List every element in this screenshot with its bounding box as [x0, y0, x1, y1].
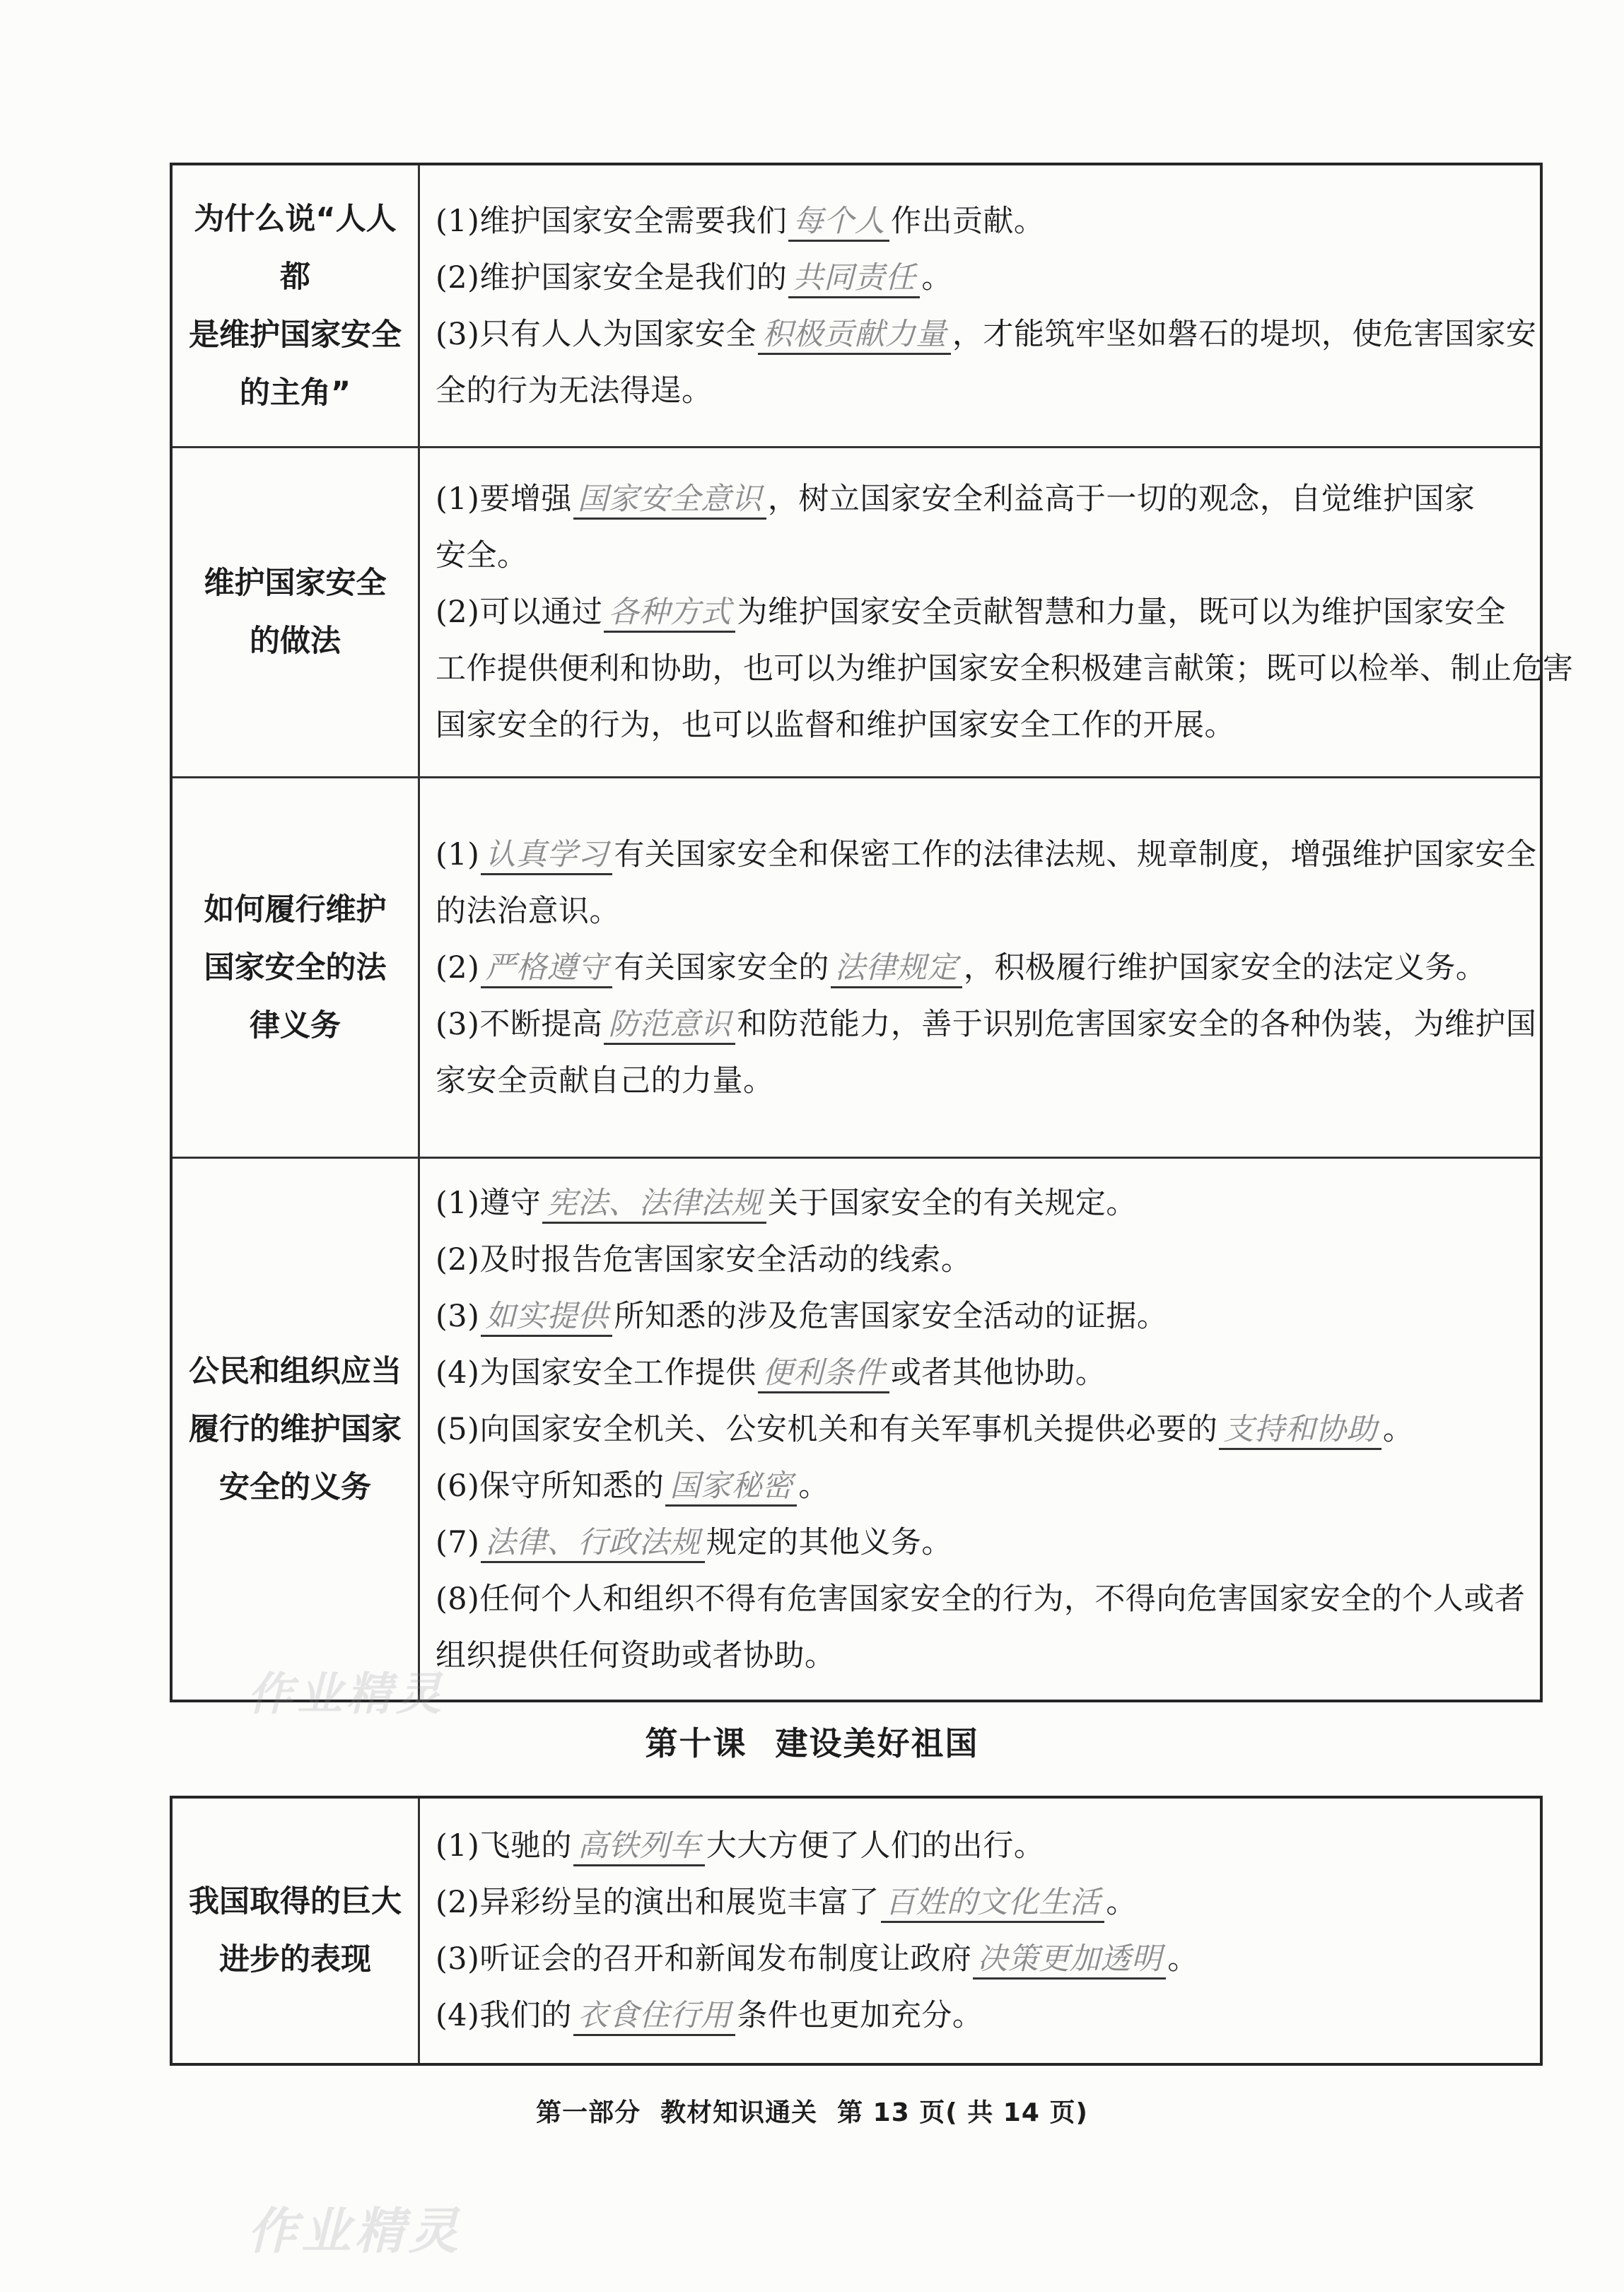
text-segment: 有关国家安全的 — [614, 949, 829, 986]
text-segment: (2)及时报告危害国家安全活动的线索。 — [436, 1241, 972, 1277]
text-segment: 。 — [921, 259, 952, 296]
text-segment: (1)维护国家安全需要我们 — [436, 203, 788, 239]
topic-line: 为什么说“人人都 — [194, 201, 397, 295]
text-segment: ，才能筑牢坚如磐石的堤坝，使危害国家安 — [952, 316, 1537, 352]
text-segment: (3)听证会的召开和新闻发布制度让政府 — [436, 1941, 972, 1977]
answer-blank: 如实提供 — [481, 1298, 612, 1337]
text-segment: (2)维护国家安全是我们的 — [436, 259, 788, 296]
answer-blank: 便利条件 — [758, 1355, 889, 1393]
topic-line: 公民和组织应当 — [189, 1353, 402, 1389]
topic-line: 国家安全的法 — [204, 949, 387, 986]
content-line — [436, 996, 1536, 1053]
table-row — [173, 448, 1574, 778]
text-segment: 作出贡献。 — [890, 203, 1045, 239]
topic-cell — [173, 448, 420, 776]
answer-blank: 法律、行政法规 — [481, 1524, 705, 1563]
watermark-bottom: 作业精灵 — [247, 2202, 462, 2260]
content-line — [436, 584, 1574, 641]
text-segment: 全的行为无法得逞。 — [436, 373, 713, 409]
content-line — [436, 826, 1536, 883]
answer-blank: 国家秘密 — [665, 1468, 797, 1507]
answer-blank: 严格遵守 — [481, 949, 612, 988]
topic-line: 的主角” — [239, 375, 351, 411]
topic-line: 维护国家安全 — [204, 566, 387, 601]
topic-line: 的做法 — [250, 624, 341, 659]
content-line — [436, 1571, 1527, 1627]
content-line — [436, 940, 1536, 996]
table-row — [173, 1159, 1540, 1700]
content-line — [436, 1288, 1527, 1345]
content-line — [436, 1874, 1527, 1931]
text-segment: 为维护国家安全贡献智慧和力量，既可以为维护国家安全 — [737, 595, 1506, 630]
text-segment: 或者其他协助。 — [890, 1355, 1106, 1391]
text-segment: 国家安全的行为，也可以监督和维护国家安全工作的开展。 — [436, 708, 1235, 743]
answer-blank: 法律规定 — [831, 949, 962, 988]
footer-section: 教材知识通关 — [660, 2098, 818, 2127]
content-cell — [420, 1799, 1540, 2063]
topic-line: 安全的义务 — [219, 1469, 371, 1505]
answer-blank: 支持和协助 — [1219, 1411, 1381, 1450]
text-segment: (3) — [436, 1298, 480, 1334]
footer-part: 第一部分 — [536, 2098, 641, 2127]
lesson-name: 建设美好祖国 — [775, 1724, 979, 1762]
content-line — [436, 1458, 1527, 1514]
topic-line: 是维护国家安全 — [189, 317, 402, 353]
text-segment: (1) — [436, 836, 480, 872]
text-segment: 安全。 — [436, 538, 528, 573]
answer-blank: 国家安全意识 — [573, 481, 766, 520]
text-segment: (5)向国家安全机关、公安机关和有关军事机关提供必要的 — [436, 1411, 1218, 1447]
content-cell — [420, 778, 1549, 1157]
text-segment: 。 — [1167, 1941, 1198, 1977]
text-segment: (1)遵守 — [436, 1185, 542, 1221]
content-line — [436, 883, 1536, 940]
topic-line: 进步的表现 — [219, 1942, 371, 1977]
topic-cell — [173, 165, 420, 446]
content-line — [436, 641, 1574, 697]
knowledge-table-lesson10 — [170, 1796, 1543, 2066]
text-segment: 。 — [1106, 1885, 1137, 1920]
answer-blank: 各种方式 — [604, 594, 735, 633]
text-segment: 家安全贡献自己的力量。 — [436, 1063, 774, 1099]
topic-line: 我国取得的巨大 — [189, 1884, 402, 1919]
page-footer — [0, 2093, 1624, 2129]
text-segment: (6)保守所知悉的 — [436, 1468, 665, 1504]
text-segment: (1)要增强 — [436, 481, 572, 517]
content-line — [436, 1818, 1527, 1874]
topic-line: 律义务 — [250, 1007, 341, 1043]
content-line — [436, 527, 1574, 584]
text-segment: 规定的其他义务。 — [706, 1524, 952, 1560]
text-segment: 所知悉的涉及危害国家安全活动的证据。 — [614, 1298, 1168, 1334]
answer-blank: 认真学习 — [481, 836, 612, 875]
table-row — [173, 165, 1540, 448]
content-line — [436, 1987, 1527, 2044]
content-line — [436, 1401, 1527, 1458]
content-line — [436, 1345, 1527, 1401]
answer-blank: 每个人 — [788, 203, 889, 242]
lesson-number: 第十课 — [645, 1724, 747, 1762]
content-line — [436, 1931, 1527, 1987]
table-row — [173, 1799, 1540, 2063]
text-segment: 工作提供便利和协助，也可以为维护国家安全积极建言献策；既可以检举、制止危害 — [436, 651, 1574, 686]
content-line — [436, 1627, 1527, 1684]
text-segment: (4)为国家安全工作提供 — [436, 1355, 756, 1391]
text-segment: 和防范能力，善于识别危害国家安全的各种伪装，为维护国 — [737, 1006, 1537, 1042]
content-line — [436, 1053, 1536, 1109]
content-line — [436, 306, 1536, 363]
text-segment: 。 — [1382, 1411, 1414, 1447]
content-line — [436, 1175, 1527, 1232]
content-line — [436, 250, 1536, 306]
answer-blank: 积极贡献力量 — [758, 316, 951, 355]
topic-line: 如何履行维护 — [204, 891, 387, 928]
text-segment: ，积极履行维护国家安全的法定义务。 — [963, 949, 1487, 986]
answer-blank: 共同责任 — [788, 259, 920, 298]
text-segment: 组织提供任何资助或者协助。 — [436, 1637, 836, 1673]
watermark-mid: 作业精灵 — [247, 1668, 445, 1721]
content-line — [436, 1514, 1527, 1571]
answer-blank: 决策更加透明 — [973, 1941, 1166, 1980]
table-row — [173, 778, 1540, 1159]
topic-cell — [173, 778, 420, 1157]
text-segment: (3)不断提高 — [436, 1006, 603, 1042]
text-segment: 关于国家安全的有关规定。 — [767, 1185, 1137, 1221]
answer-blank: 防范意识 — [604, 1006, 735, 1045]
answer-blank: 高铁列车 — [573, 1828, 705, 1866]
text-segment: 。 — [798, 1468, 829, 1504]
answer-blank: 衣食住行用 — [573, 1997, 736, 2036]
content-cell — [420, 165, 1549, 446]
text-segment: 有关国家安全和保密工作的法律法规、规章制度，增强维护国家安全 — [614, 836, 1537, 872]
content-cell — [420, 448, 1587, 776]
content-line — [436, 193, 1536, 250]
lesson-title — [0, 1718, 1624, 1765]
text-segment: (8)任何个人和组织不得有危害国家安全的行为，不得向危害国家安全的个人或者 — [436, 1581, 1526, 1617]
content-line — [436, 363, 1536, 419]
text-segment: (1)飞驰的 — [436, 1828, 572, 1864]
footer-page-number: 第 13 页( 共 14 页) — [837, 2098, 1088, 2127]
text-segment: (2) — [436, 949, 480, 986]
knowledge-table-lesson9 — [170, 163, 1574, 1702]
topic-cell — [173, 1159, 420, 1700]
text-segment: (2)异彩纷呈的演出和展览丰富了 — [436, 1885, 880, 1920]
content-line — [436, 471, 1574, 527]
text-segment: (2)可以通过 — [436, 595, 603, 630]
answer-blank: 百姓的文化生活 — [881, 1884, 1105, 1923]
topic-cell — [173, 1799, 420, 2063]
content-cell — [420, 1159, 1540, 1700]
text-segment: (3)只有人人为国家安全 — [436, 316, 756, 352]
text-segment: 条件也更加充分。 — [737, 1998, 983, 2033]
answer-blank: 宪法、法律法规 — [542, 1185, 766, 1224]
text-segment: 的法治意识。 — [436, 893, 620, 929]
content-line — [436, 697, 1574, 754]
content-line — [436, 1232, 1527, 1288]
topic-line: 履行的维护国家 — [189, 1411, 402, 1447]
text-segment: (7) — [436, 1524, 480, 1560]
text-segment: (4)我们的 — [436, 1998, 572, 2033]
text-segment: ，树立国家安全利益高于一切的观念，自觉维护国家 — [767, 481, 1476, 517]
text-segment: 大大方便了人们的出行。 — [706, 1828, 1045, 1864]
